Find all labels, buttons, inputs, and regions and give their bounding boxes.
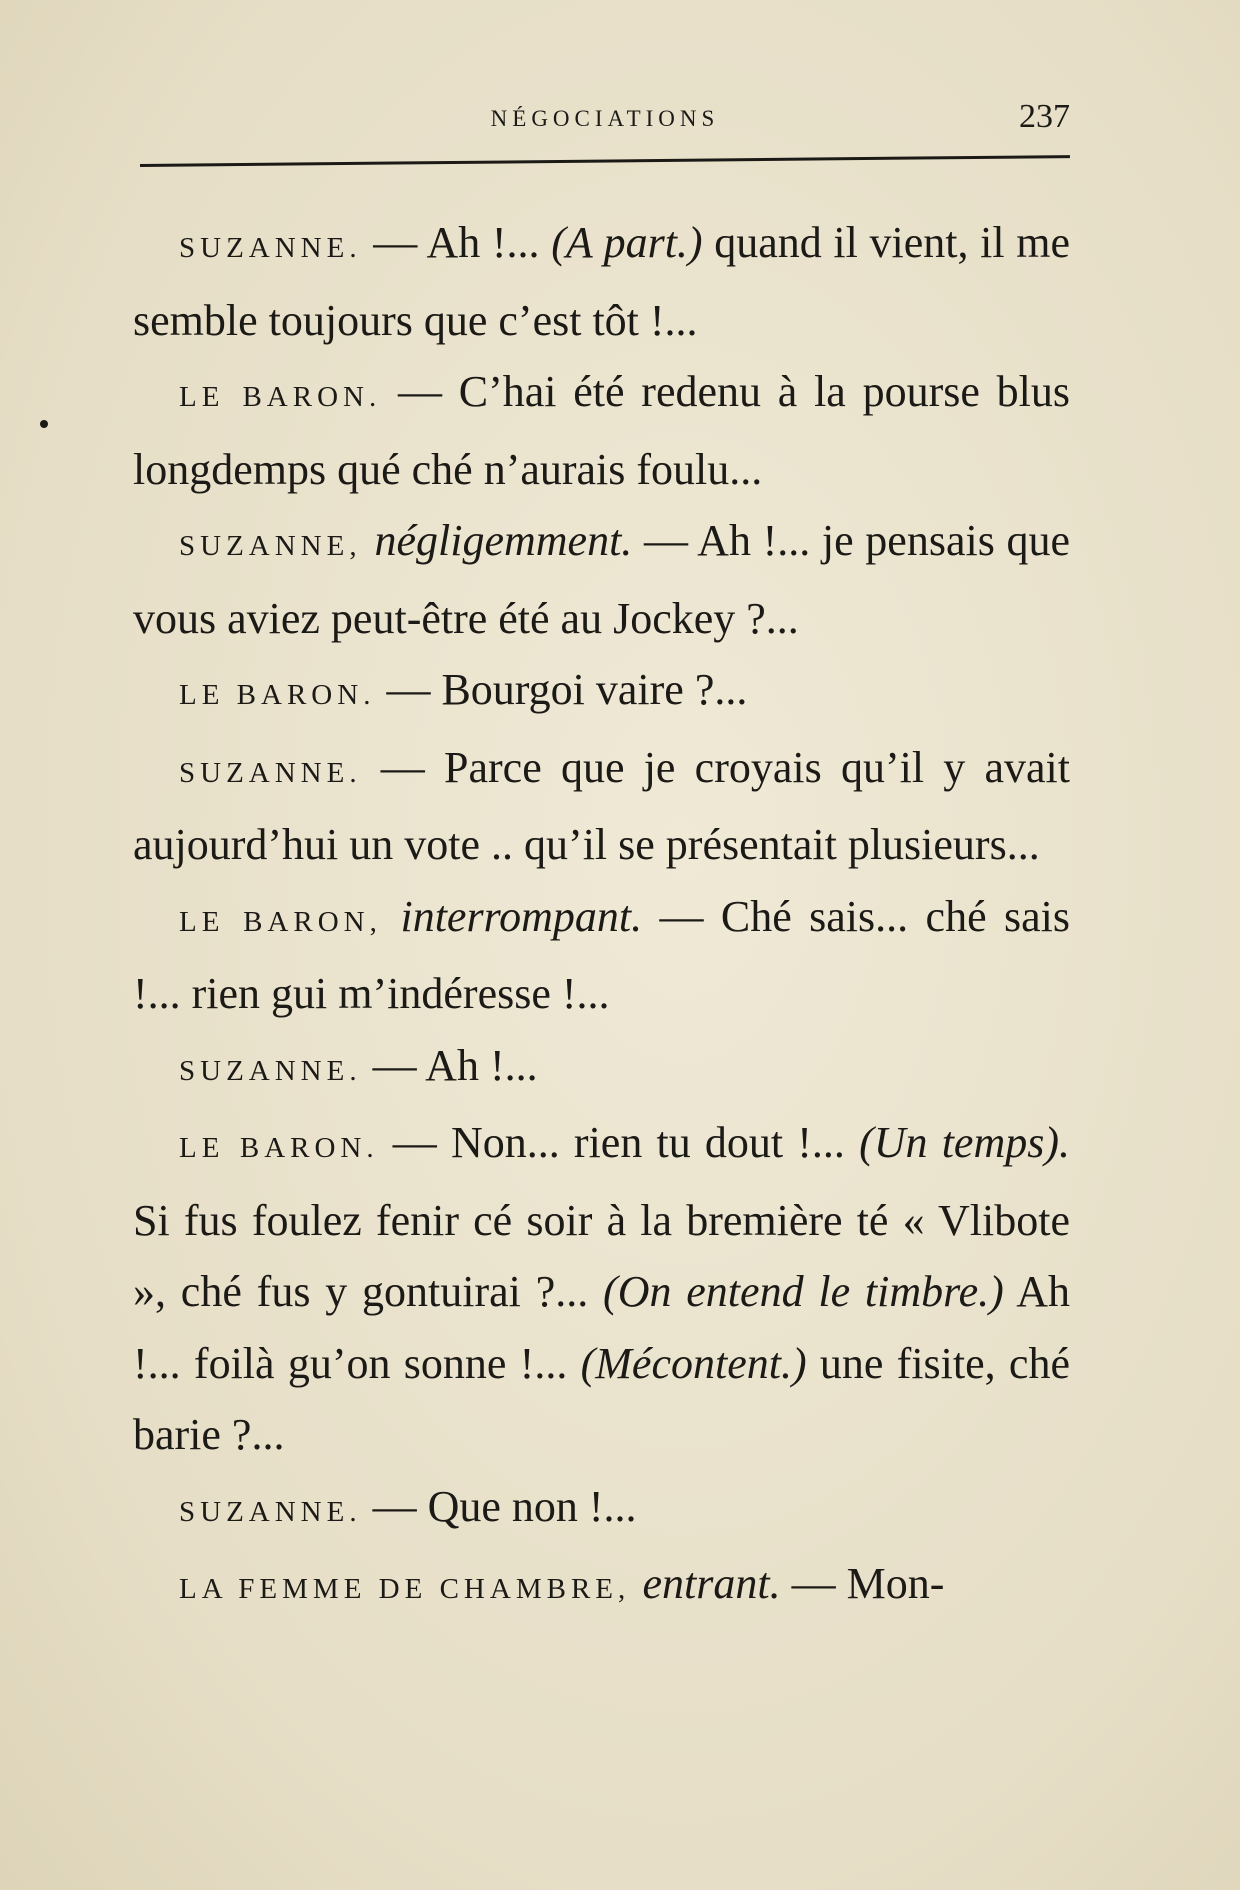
dash: — <box>361 218 427 267</box>
dialogue-paragraph <box>133 505 1070 654</box>
speech-text: Ah !... <box>426 218 552 267</box>
speech-text: Non... rien tu dout !... <box>450 1118 860 1167</box>
header-rule <box>140 155 1070 167</box>
dash: — <box>361 1481 428 1531</box>
stage-direction: (Un temps). <box>859 1118 1071 1167</box>
dialogue-paragraph <box>133 1030 1070 1108</box>
dialogue-paragraph <box>133 1548 1070 1626</box>
speech-text: Ah !... foilà gu’on sonne !... <box>133 1267 1070 1388</box>
dash: — <box>361 1040 426 1090</box>
stage-direction: interrompant. <box>400 891 643 941</box>
dash: — <box>642 891 721 941</box>
speaker-name: SUZANNE, <box>179 530 375 562</box>
speaker-name: LE BARON, <box>179 905 401 938</box>
speaker-name: LE BARON. <box>179 679 376 711</box>
dash: — <box>378 1118 451 1167</box>
dash: — <box>375 665 442 714</box>
stage-direction: (A part.) <box>551 218 703 267</box>
dash: — <box>780 1559 847 1608</box>
speech-text: Que non !... <box>427 1481 637 1531</box>
dash: — <box>632 516 698 565</box>
speech-text: Ah !... <box>425 1040 538 1090</box>
dialogue-paragraph <box>133 732 1070 881</box>
speech-text: Mon- <box>846 1559 945 1608</box>
speech-text: Ché sais... ché sais !... rien gui m’indéresse !... <box>133 891 1070 1018</box>
page-header <box>140 98 1070 138</box>
dash: — <box>381 367 459 416</box>
speaker-name: SUZANNE. <box>179 232 362 264</box>
page-number: 237 <box>1019 98 1070 135</box>
speaker-name: SUZANNE. <box>179 1054 362 1087</box>
dialogue-text <box>133 207 1070 1626</box>
dialogue-paragraph <box>133 881 1070 1030</box>
dialogue-paragraph <box>133 1107 1070 1471</box>
stage-direction: négligemment. <box>374 516 633 565</box>
speech-text: Si fus foulez fenir cé soir à la bremière té « Vlibote », ché fus y gontuirai ?... <box>133 1195 1070 1316</box>
speech-text: C’hai été redenu à la pourse blus longdemps qué ché n’aurais foulu... <box>133 367 1071 494</box>
dialogue-paragraph <box>133 654 1070 732</box>
speaker-name: LA FEMME DE CHAMBRE, <box>179 1573 643 1605</box>
speaker-name: LE BARON. <box>179 1132 379 1164</box>
stage-direction: entrant. <box>642 1559 781 1608</box>
speaker-name: LE BARON. <box>179 381 382 413</box>
dialogue-paragraph <box>133 356 1070 505</box>
speech-text: Ah !... je pensais que vous aviez peut-être été au Jockey ?... <box>133 516 1070 643</box>
running-title: NÉGOCIATIONS <box>490 106 720 131</box>
speaker-name: SUZANNE. <box>179 1495 362 1528</box>
speech-text: Bourgoi vaire ?... <box>441 665 748 714</box>
margin-ink-dot <box>40 420 48 428</box>
stage-direction: (Mécontent.) <box>580 1338 807 1388</box>
stage-direction: (On entend le timbre.) <box>603 1267 1004 1316</box>
speaker-name: SUZANNE. <box>179 756 362 789</box>
dash: — <box>361 742 445 792</box>
dialogue-paragraph <box>133 207 1070 356</box>
speech-text: quand il vient, il me semble toujours que c’est tôt !... <box>133 218 1070 345</box>
dialogue-paragraph <box>133 1471 1070 1549</box>
speech-text: Parce que je croyais qu’il y avait aujourd’hui un vote .. qu’il se présentait plusieurs... <box>133 742 1070 869</box>
speech-text: une fisite, ché barie ?... <box>133 1338 1070 1459</box>
